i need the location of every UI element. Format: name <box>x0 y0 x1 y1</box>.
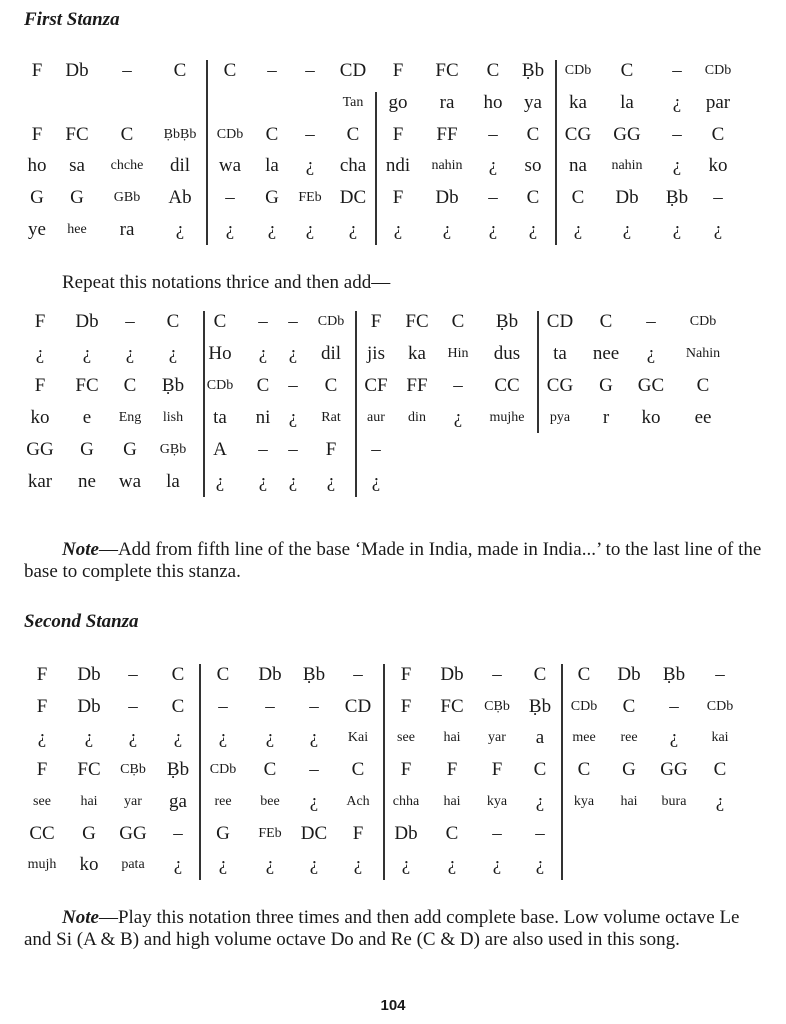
notation-cell: C <box>445 822 459 844</box>
notation-cell: C <box>526 187 540 209</box>
notation-cell: ¿ <box>573 219 583 240</box>
notation-cell: F <box>34 375 46 396</box>
notation-cell: ¿ <box>528 219 538 240</box>
notation-cell: ¿ <box>309 790 319 812</box>
notation-cell: ¿ <box>288 407 298 428</box>
notation-cell: GBb <box>113 190 141 206</box>
notation-cell: wa <box>218 155 242 177</box>
notation-cell: CDb <box>209 762 237 778</box>
notation-cell: Ho <box>208 343 232 364</box>
notation-cell: CD <box>546 311 574 332</box>
notation-cell: C <box>711 123 725 145</box>
notation-cell: ¿ <box>288 343 298 364</box>
notation-cell: ¿ <box>265 854 275 876</box>
notation-cell: ka <box>408 343 426 364</box>
notation-cell: ree <box>620 730 638 746</box>
notation-cell: ¿ <box>488 155 498 177</box>
note-label: Note <box>62 907 99 928</box>
notation-cell: ne <box>78 471 96 492</box>
notation-cell: ¿ <box>453 407 463 428</box>
notation-cell: ¿ <box>305 155 315 177</box>
notation-cell: F <box>31 123 43 145</box>
notation-cell: ¿ <box>168 343 178 364</box>
notation-cell: C <box>123 375 137 396</box>
notation-cell: C <box>173 60 187 81</box>
notation-cell: ree <box>214 793 232 809</box>
notation-cell: hai <box>620 793 638 809</box>
notation-cell: Tan <box>342 94 364 110</box>
notation-cell: mee <box>572 730 596 746</box>
notation-cell: ¿ <box>173 727 183 749</box>
notation-cell: – <box>535 822 545 844</box>
second-stanza-heading: Second Stanza <box>24 611 139 632</box>
notation-cell: F <box>392 60 404 81</box>
notation-cell: G <box>622 759 636 781</box>
notation-cell: ni <box>255 407 271 428</box>
notation-cell: – <box>218 695 228 717</box>
notation-cell: ¿ <box>672 91 682 113</box>
notation-cell: – <box>353 664 363 685</box>
notation-cell: C <box>451 311 465 332</box>
notation-cell: C <box>223 60 237 81</box>
notation-cell: ¿ <box>447 854 457 876</box>
notation-cell: FC <box>65 123 89 145</box>
notation-cell: DC <box>339 187 367 209</box>
notation-cell: kya <box>486 793 508 809</box>
notation-cell: kai <box>711 730 729 746</box>
notation-cell: – <box>672 60 682 81</box>
notation-cell: Ḅb <box>528 695 552 717</box>
notation-cell: chha <box>392 793 420 809</box>
notation-cell: F <box>392 187 404 209</box>
notation-cell: DC <box>300 822 328 844</box>
measure-bar-line <box>537 311 539 433</box>
notation-cell: FF <box>436 123 458 145</box>
notation-cell: ¿ <box>125 343 135 364</box>
notation-cell: G <box>70 187 84 209</box>
notation-cell: FF <box>406 375 428 396</box>
notation-cell: C <box>265 123 279 145</box>
notation-cell: C <box>263 759 277 781</box>
notation-cell: ¿ <box>267 219 277 240</box>
notation-cell: bura <box>661 793 687 809</box>
notation-cell: F <box>400 695 412 717</box>
notation-cell: CḄb <box>484 698 510 714</box>
notation-cell: kar <box>27 471 53 492</box>
notation-cell: ra <box>439 91 455 113</box>
note-text: —Play this notation three times and then add complete base. Low volume octave Le and Si (A & B) and high volume octave Do and Re (C & D) are also used in this song. <box>24 907 740 950</box>
notation-cell: C <box>533 759 547 781</box>
notation-cell: ¿ <box>535 854 545 876</box>
notation-cell: GG <box>660 759 688 781</box>
notation-cell: ¿ <box>218 727 228 749</box>
notation-cell: ho <box>27 155 47 177</box>
notation-cell: ¿ <box>305 219 315 240</box>
repeat-text: Repeat this notations thrice and then add— <box>62 272 391 293</box>
notation-cell: ¿ <box>128 727 138 749</box>
notation-cell: Db <box>394 822 418 844</box>
notation-cell: – <box>267 60 277 81</box>
notation-cell: – <box>309 695 319 717</box>
notation-cell: – <box>128 695 138 717</box>
notation-cell: r <box>602 407 610 428</box>
notation-cell: cha <box>339 155 367 177</box>
notation-cell: CF <box>364 375 388 396</box>
notation-cell: ¿ <box>173 854 183 876</box>
notation-cell: dil <box>320 343 342 364</box>
notation-cell: ¿ <box>401 854 411 876</box>
notation-cell: see <box>33 793 51 809</box>
notation-cell: FC <box>440 695 464 717</box>
notation-cell: – <box>173 822 183 844</box>
notation-cell: hai <box>443 730 461 746</box>
notation-cell: – <box>258 311 268 332</box>
notation-cell: Ḅb <box>161 375 185 396</box>
notation-cell: C <box>486 60 500 81</box>
notation-cell: ¿ <box>488 219 498 240</box>
notation-cell: – <box>715 664 725 685</box>
notation-cell: ee <box>694 407 712 428</box>
notation-cell: – <box>371 439 381 460</box>
notation-cell: – <box>125 311 135 332</box>
notation-cell: – <box>488 123 498 145</box>
notation-cell: – <box>492 664 502 685</box>
notation-cell: Ach <box>346 793 370 809</box>
notation-cell: wa <box>118 471 142 492</box>
notation-cell: GG <box>26 439 54 460</box>
notation-cell: mujh <box>27 857 57 873</box>
notation-cell: ¿ <box>37 727 47 749</box>
notation-cell: GḄb <box>159 442 187 457</box>
notation-cell: Db <box>617 664 641 685</box>
notation-cell: Hin <box>447 346 469 361</box>
notation-cell: Db <box>258 664 282 685</box>
notation-cell: FC <box>77 759 101 781</box>
notation-cell: ta <box>213 407 227 428</box>
page-number: 104 <box>380 997 406 1014</box>
notation-cell: – <box>669 695 679 717</box>
notation-cell: Db <box>440 664 464 685</box>
notation-cell: dus <box>493 343 521 364</box>
notation-cell: ko <box>30 407 50 428</box>
notation-cell: C <box>599 311 613 332</box>
notation-cell: ¿ <box>348 219 358 240</box>
notation-cell: ¿ <box>288 471 298 492</box>
notation-cell: – <box>305 60 315 81</box>
notation-cell: – <box>309 759 319 781</box>
notation-cell: GC <box>637 375 665 396</box>
notation-cell: ¿ <box>492 854 502 876</box>
notation-cell: C <box>171 664 185 685</box>
notation-cell: ¿ <box>622 219 632 240</box>
notation-cell: bee <box>260 793 280 809</box>
notation-cell: pata <box>121 857 145 873</box>
notation-cell: – <box>453 375 463 396</box>
notation-cell: – <box>288 375 298 396</box>
notation-cell: C <box>324 375 338 396</box>
notation-cell: G <box>265 187 279 209</box>
notation-cell: Db <box>77 695 101 717</box>
notation-cell: ¿ <box>669 727 679 749</box>
notation-cell: – <box>488 187 498 209</box>
notation-cell: Kai <box>347 730 369 746</box>
measure-bar-line <box>206 60 208 245</box>
notation-cell: ¿ <box>258 343 268 364</box>
notation-cell: ¿ <box>326 471 336 492</box>
notation-cell: mujhe <box>489 410 525 425</box>
notation-cell: la <box>166 471 180 492</box>
notation-cell: ra <box>119 219 135 240</box>
notation-cell: F <box>400 759 412 781</box>
notation-cell: Nahin <box>685 346 721 361</box>
notation-cell: CC <box>29 822 55 844</box>
notation-cell: Db <box>435 187 459 209</box>
notation-cell: Db <box>615 187 639 209</box>
notation-cell: din <box>408 410 426 425</box>
notation-cell: CḄb <box>120 762 146 778</box>
notation-cell: CDb <box>706 698 734 714</box>
notation-cell: C <box>351 759 365 781</box>
notation-cell: nahin <box>431 158 463 174</box>
notation-cell: – <box>258 439 268 460</box>
notation-cell: G <box>82 822 96 844</box>
notation-cell: FC <box>435 60 459 81</box>
notation-cell: Ḅb <box>662 664 686 685</box>
notation-cell: F <box>36 695 48 717</box>
notation-cell: A <box>213 439 227 460</box>
notation-cell: ¿ <box>82 343 92 364</box>
notation-cell: F <box>491 759 503 781</box>
measure-bar-line <box>203 311 205 497</box>
notation-cell: CG <box>546 375 574 396</box>
notation-cell: CDb <box>704 63 732 78</box>
notation-cell: aur <box>367 410 385 425</box>
notation-cell: lish <box>162 410 184 425</box>
notation-cell: F <box>370 311 382 332</box>
notation-cell: ¿ <box>258 471 268 492</box>
notation-cell: F <box>34 311 46 332</box>
notation-cell: Db <box>65 60 89 81</box>
notation-cell: Ḅb <box>495 311 519 332</box>
notation-cell: ¿ <box>309 727 319 749</box>
notation-cell: – <box>288 439 298 460</box>
notation-cell: la <box>265 155 279 177</box>
notation-cell: C <box>346 123 360 145</box>
notation-cell: CDb <box>317 314 345 329</box>
notation-cell: ¿ <box>35 343 45 364</box>
notation-cell: ndi <box>385 155 411 177</box>
repeat-instruction <box>24 272 764 294</box>
notation-cell: CDb <box>570 698 598 714</box>
notation-cell: ¿ <box>84 727 94 749</box>
notation-cell: – <box>492 822 502 844</box>
notation-cell: par <box>705 91 731 113</box>
notation-cell: F <box>392 123 404 145</box>
notation-cell: ¿ <box>353 854 363 876</box>
notation-cell: FEb <box>258 825 282 841</box>
notation-cell: Rat <box>321 410 341 425</box>
notation-cell: Ḅb <box>166 759 190 781</box>
notation-cell: pya <box>549 410 571 425</box>
notation-cell: – <box>122 60 132 81</box>
notation-cell: F <box>400 664 412 685</box>
notation-cell: CC <box>494 375 520 396</box>
notation-cell: – <box>225 187 235 209</box>
notation-cell: C <box>171 695 185 717</box>
notation-cell: ¿ <box>646 343 656 364</box>
notation-cell: F <box>36 664 48 685</box>
notation-cell: Db <box>75 311 99 332</box>
measure-bar-line <box>199 664 201 880</box>
notation-cell: ¿ <box>218 854 228 876</box>
notation-cell: ya <box>524 91 542 113</box>
notation-cell: ko <box>641 407 661 428</box>
notation-cell: FC <box>405 311 429 332</box>
notation-cell: nahin <box>611 158 643 174</box>
notation-cell: – <box>646 311 656 332</box>
notation-cell: ¿ <box>442 219 452 240</box>
notation-cell: ¿ <box>715 790 725 812</box>
measure-bar-line <box>383 664 385 880</box>
notation-cell: – <box>305 123 315 145</box>
notation-cell: ¿ <box>309 854 319 876</box>
first-stanza-note <box>24 539 764 583</box>
notation-cell: C <box>620 60 634 81</box>
notation-cell: GG <box>613 123 641 145</box>
notation-cell: F <box>31 60 43 81</box>
notation-cell: Ab <box>168 187 192 209</box>
notation-cell: C <box>696 375 710 396</box>
notation-cell: C <box>533 664 547 685</box>
notation-cell: C <box>577 759 591 781</box>
notation-cell: ¿ <box>215 471 225 492</box>
notation-cell: ko <box>79 854 99 876</box>
notation-cell: chche <box>110 158 144 174</box>
notation-cell: ¿ <box>393 219 403 240</box>
notation-cell: C <box>120 123 134 145</box>
notation-cell: jis <box>367 343 385 364</box>
notation-cell: ¿ <box>175 219 185 240</box>
notation-cell: C <box>213 311 227 332</box>
notation-cell: G <box>30 187 44 209</box>
notation-cell: C <box>526 123 540 145</box>
notation-cell: kya <box>573 793 595 809</box>
notation-cell: ka <box>569 91 587 113</box>
notation-cell: Ḅb <box>665 187 689 209</box>
notation-cell: G <box>80 439 94 460</box>
notation-cell: C <box>622 695 636 717</box>
notation-cell: CDb <box>216 126 244 142</box>
notation-cell: – <box>128 664 138 685</box>
notation-cell: Ḅb <box>302 664 326 685</box>
notation-cell: hee <box>67 222 87 237</box>
notation-cell: G <box>123 439 137 460</box>
notation-cell: – <box>713 187 723 209</box>
notation-cell: go <box>388 91 408 113</box>
notation-cell: G <box>216 822 230 844</box>
notation-cell: nee <box>592 343 620 364</box>
measure-bar-line <box>375 92 377 245</box>
notation-cell: ¿ <box>672 155 682 177</box>
notation-cell: F <box>36 759 48 781</box>
notation-cell: F <box>325 439 337 460</box>
notation-cell: CG <box>564 123 592 145</box>
notation-cell: C <box>577 664 591 685</box>
notation-cell: ye <box>28 219 46 240</box>
notation-cell: see <box>397 730 415 746</box>
notation-cell: CDb <box>564 63 592 78</box>
notation-cell: C <box>216 664 230 685</box>
notation-cell: ¿ <box>535 790 545 812</box>
notation-cell: hai <box>443 793 461 809</box>
measure-bar-line <box>355 311 357 497</box>
notation-cell: CD <box>344 695 372 717</box>
notation-cell: CD <box>339 60 367 81</box>
notation-cell: dil <box>169 155 191 177</box>
notation-cell: F <box>352 822 364 844</box>
notation-cell: sa <box>69 155 85 177</box>
notation-cell: ho <box>483 91 503 113</box>
notation-cell: a <box>535 727 545 749</box>
notation-cell: – <box>288 311 298 332</box>
notation-cell: yar <box>488 730 506 746</box>
notation-cell: ta <box>553 343 567 364</box>
notation-cell: na <box>569 155 587 177</box>
notation-cell: G <box>599 375 613 396</box>
notation-cell: ga <box>169 790 187 812</box>
notation-cell: C <box>571 187 585 209</box>
notation-cell: ¿ <box>371 471 381 492</box>
notation-cell: F <box>446 759 458 781</box>
notation-cell: ¿ <box>225 219 235 240</box>
notation-cell: ¿ <box>265 727 275 749</box>
note-label: Note <box>62 539 99 560</box>
measure-bar-line <box>561 664 563 880</box>
notation-cell: yar <box>124 793 142 809</box>
notation-cell: ḄbḄb <box>163 126 197 142</box>
notation-cell: C <box>713 759 727 781</box>
notation-cell: hai <box>80 793 98 809</box>
second-stanza-note <box>24 907 764 951</box>
notation-cell: Eng <box>118 410 142 425</box>
notation-cell: FC <box>75 375 99 396</box>
notation-cell: – <box>672 123 682 145</box>
note-text: —Add from fifth line of the base ‘Made in India, made in India...’ to the last line of the base to complete this stanza. <box>24 539 762 582</box>
notation-cell: Db <box>77 664 101 685</box>
notation-cell: ¿ <box>672 219 682 240</box>
notation-cell: CDb <box>689 314 717 329</box>
notation-cell: ko <box>708 155 728 177</box>
measure-bar-line <box>555 60 557 245</box>
notation-cell: la <box>620 91 634 113</box>
first-stanza-heading: First Stanza <box>24 9 120 30</box>
notation-cell: FEb <box>298 190 322 206</box>
notation-cell: Ḅb <box>521 60 545 81</box>
notation-cell: GG <box>119 822 147 844</box>
notation-cell: CDb <box>206 378 234 393</box>
notation-cell: – <box>265 695 275 717</box>
notation-cell: C <box>166 311 180 332</box>
notation-cell: C <box>256 375 270 396</box>
notation-cell: ¿ <box>713 219 723 240</box>
notation-cell: so <box>524 155 542 177</box>
notation-cell: e <box>82 407 92 428</box>
